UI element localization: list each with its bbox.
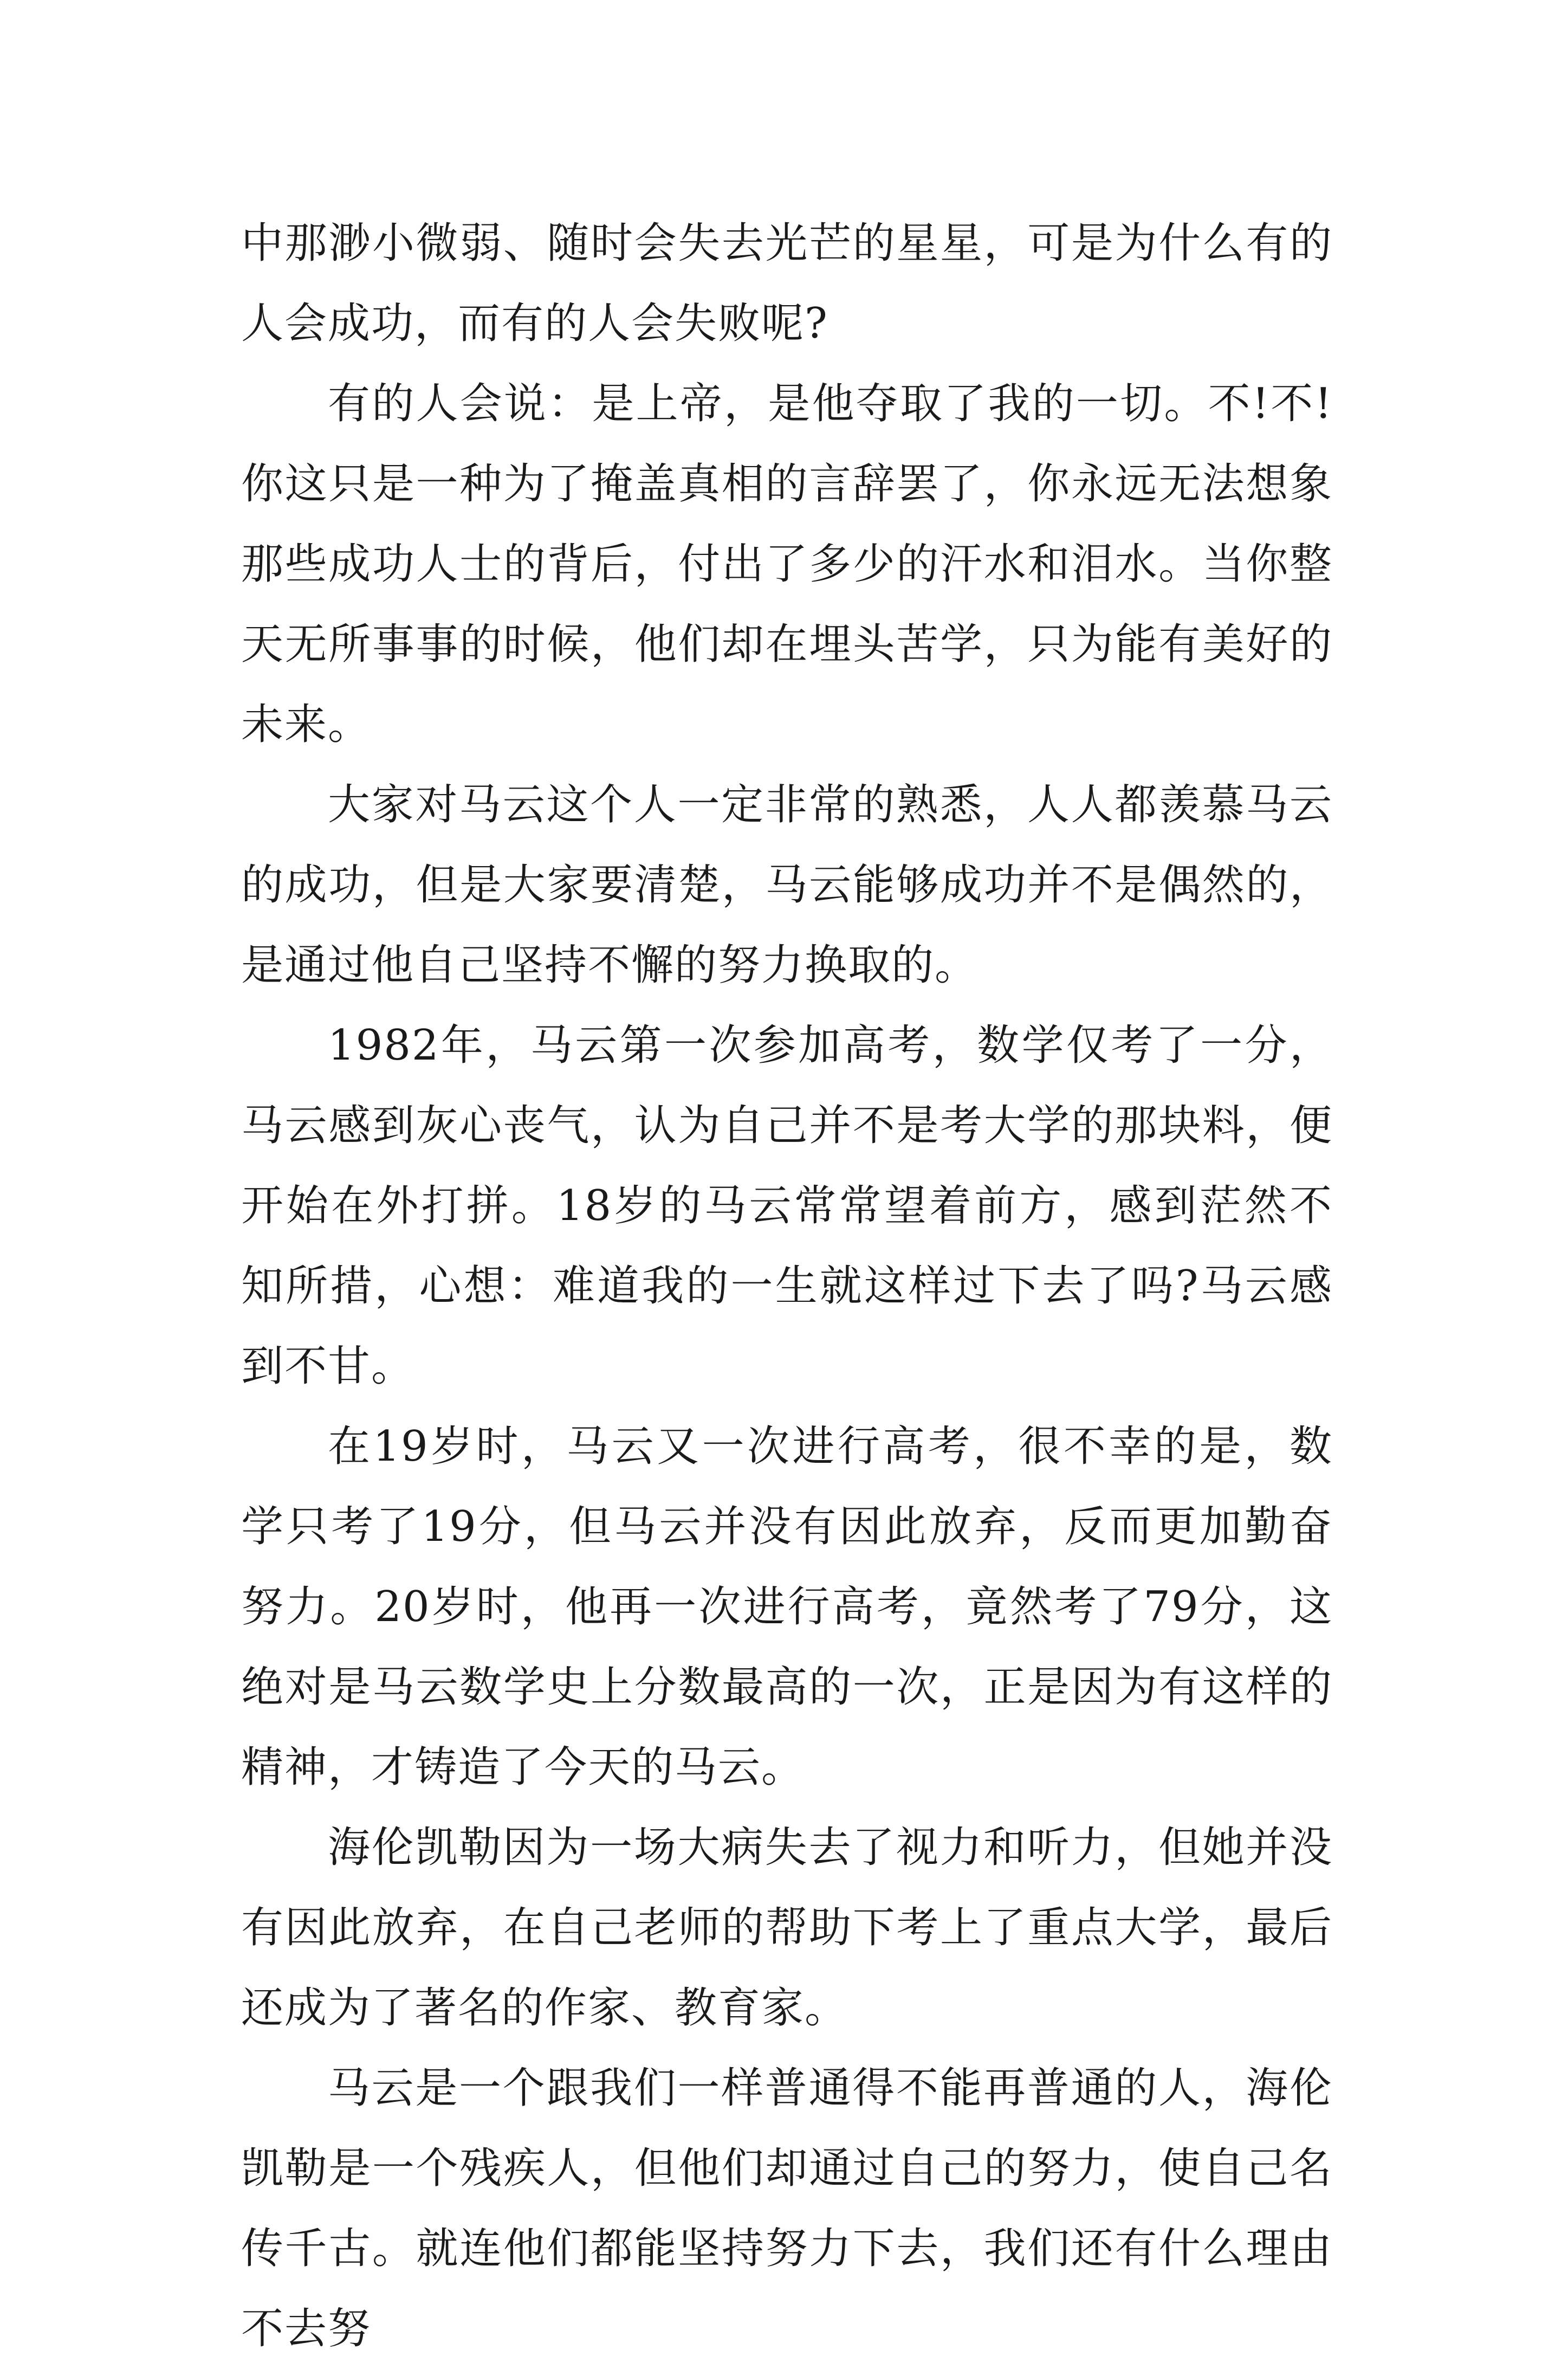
paragraph-19-years-exam: 在19岁时，马云又一次进行高考，很不幸的是，数学只考了19分，但马云并没有因此放弃，反而更加勤奋努力。20岁时，他再一次进行高考，竟然考了79分，这绝对是马云数学史上分数最高的一次，正是因为有这样的精神，才铸造了今天的马云。 xyxy=(241,1422,1333,1792)
paragraph-helen-keller: 海伦凯勒因为一场大病失去了视力和听力，但她并没有因此放弃，在自己老师的帮助下考上了重点大学，最后还成为了著名的作家、教育家。 xyxy=(241,1823,1333,2032)
paragraph-continuation: 中那渺小微弱、随时会失去光芒的星星，可是为什么有的人会成功，而有的人会失败呢? xyxy=(241,219,1333,348)
document-body xyxy=(241,203,1333,2369)
paragraph-1982-exam: 1982年，马云第一次参加高考，数学仅考了一分，马云感到灰心丧气，认为自己并不是考大学的那块料，便开始在外打拼。18岁的马云常常望着前方，感到茫然不知所措，心想：难道我的一生就这样过下去了吗?马云感到不甘。 xyxy=(241,1021,1333,1391)
paragraph-conclusion: 马云是一个跟我们一样普通得不能再普通的人，海伦凯勒是一个残疾人，但他们却通过自己的努力，使自己名传千古。就连他们都能坚持努力下去，我们还有什么理由不去努 xyxy=(241,2064,1333,2353)
paragraph-god-excuse: 有的人会说：是上帝，是他夺取了我的一切。不!不!你这只是一种为了掩盖真相的言辞罢了，你永远无法想象那些成功人士的背后，付出了多少的汗水和泪水。当你整天无所事事的时候，他们却在埋头苦学，只为能有美好的未来。 xyxy=(241,379,1333,749)
paragraph-jack-ma-success: 大家对马云这个人一定非常的熟悉，人人都羡慕马云的成功，但是大家要清楚，马云能够成功并不是偶然的，是通过他自己坚持不懈的努力换取的。 xyxy=(241,780,1333,990)
